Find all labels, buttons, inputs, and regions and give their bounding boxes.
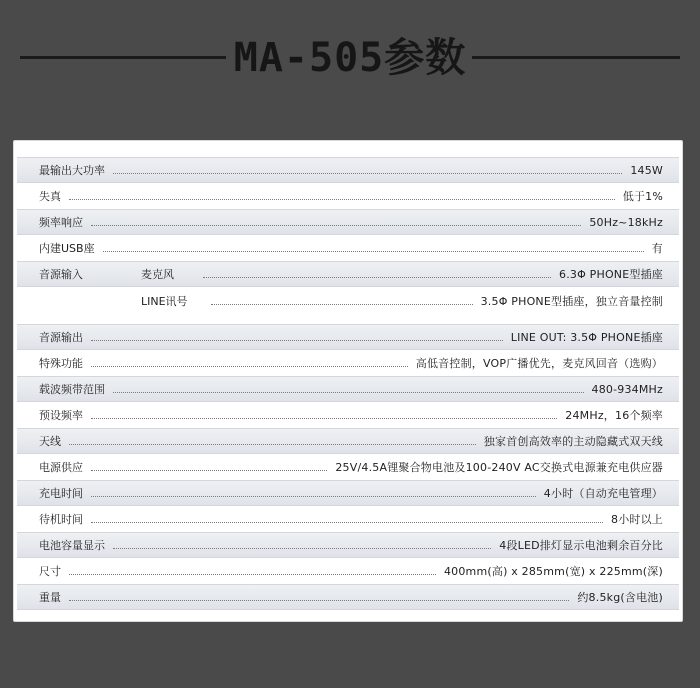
spec-label: 充电时间	[39, 487, 83, 500]
spec-value: 3.5Φ PHONE型插座，独立音量控制	[480, 294, 663, 308]
spec-value: 145W	[630, 163, 663, 177]
spec-value: 4段LED排灯显示电池剩余百分比	[499, 539, 663, 552]
spec-list	[17, 157, 679, 610]
spec-row-audio-input-line	[17, 287, 679, 314]
spec-row-usb	[17, 235, 679, 261]
spec-sublabel: LINE讯号	[141, 294, 188, 308]
dot-leader	[91, 469, 327, 471]
spec-value: 独家首创高效率的主动隐藏式双天线	[483, 435, 663, 448]
spec-value: 24MHz，16个频率	[565, 409, 663, 422]
spec-value: 480-934MHz	[591, 382, 663, 396]
spec-label: 音源输入	[39, 268, 83, 281]
spec-row-special-functions	[17, 350, 679, 376]
spec-label: 重量	[39, 591, 61, 604]
spec-value: 50Hz~18kHz	[589, 215, 663, 229]
spec-card	[13, 140, 683, 622]
spec-value: LINE OUT: 3.5Φ PHONE插座	[510, 331, 663, 344]
title-rule-right	[472, 56, 680, 59]
dot-leader	[91, 417, 557, 419]
spec-label: 尺寸	[39, 565, 61, 578]
spec-label: 最输出大功率	[39, 164, 105, 177]
spec-value: 8小时以上	[611, 513, 663, 526]
spec-row-power-supply	[17, 454, 679, 480]
spec-label: 电池容量显示	[39, 539, 105, 552]
spec-row-antenna	[17, 428, 679, 454]
dot-leader	[113, 172, 622, 174]
dot-leader	[113, 391, 584, 393]
spec-row-preset-frequency	[17, 402, 679, 428]
dot-leader	[103, 250, 644, 252]
spec-row-distortion	[17, 183, 679, 209]
spec-row-weight	[17, 584, 679, 610]
spec-row-battery-display	[17, 532, 679, 558]
spec-label: 待机时间	[39, 513, 83, 526]
dot-leader	[91, 521, 603, 523]
dot-leader	[69, 198, 615, 200]
dot-leader	[91, 495, 536, 497]
spec-row-carrier-band	[17, 376, 679, 402]
spec-label: 特殊功能	[39, 357, 83, 370]
spec-row-charge-time	[17, 480, 679, 506]
spec-value: 低于1%	[622, 190, 663, 203]
dot-leader	[69, 443, 476, 445]
dot-leader	[91, 224, 581, 226]
spec-label: 预设频率	[39, 409, 83, 422]
spec-value: 高低音控制，VOP广播优先，麦克风回音（选购）	[415, 357, 663, 370]
spec-row-audio-input-mic	[17, 261, 679, 287]
spec-row-max-power	[17, 157, 679, 183]
dot-leader	[69, 573, 436, 575]
spec-value: 4小时（自动充电管理）	[543, 487, 663, 500]
spec-value: 25V/4.5A锂聚合物电池及100-240V AC交换式电源兼充电供应器	[335, 461, 663, 474]
dot-leader	[113, 547, 491, 549]
spacer	[17, 314, 679, 324]
dot-leader	[203, 276, 551, 278]
dot-leader	[91, 365, 408, 367]
spec-label: 失真	[39, 190, 61, 203]
spec-value: 400mm(高) x 285mm(宽) x 225mm(深)	[443, 565, 663, 578]
spec-row-standby-time	[17, 506, 679, 532]
spec-sublabel: 麦克风	[141, 268, 174, 281]
spec-value: 6.3Φ PHONE型插座	[559, 268, 663, 281]
spec-label: 频率响应	[39, 216, 83, 229]
header	[0, 0, 700, 118]
dot-leader	[211, 303, 473, 305]
dot-leader	[69, 599, 569, 601]
spec-label: 载波频带范围	[39, 383, 105, 396]
spec-label: 内建USB座	[39, 242, 95, 255]
spec-label: 音源输出	[39, 331, 83, 344]
spec-value: 有	[651, 242, 663, 255]
spec-label: 电源供应	[39, 461, 83, 474]
dot-leader	[91, 339, 503, 341]
spec-row-dimensions	[17, 558, 679, 584]
page-title: MA-505参数	[233, 35, 467, 81]
spec-row-frequency-response	[17, 209, 679, 235]
spec-value: 约8.5kg(含电池)	[577, 591, 663, 604]
spec-label: 天线	[39, 435, 61, 448]
spec-row-audio-output	[17, 324, 679, 350]
